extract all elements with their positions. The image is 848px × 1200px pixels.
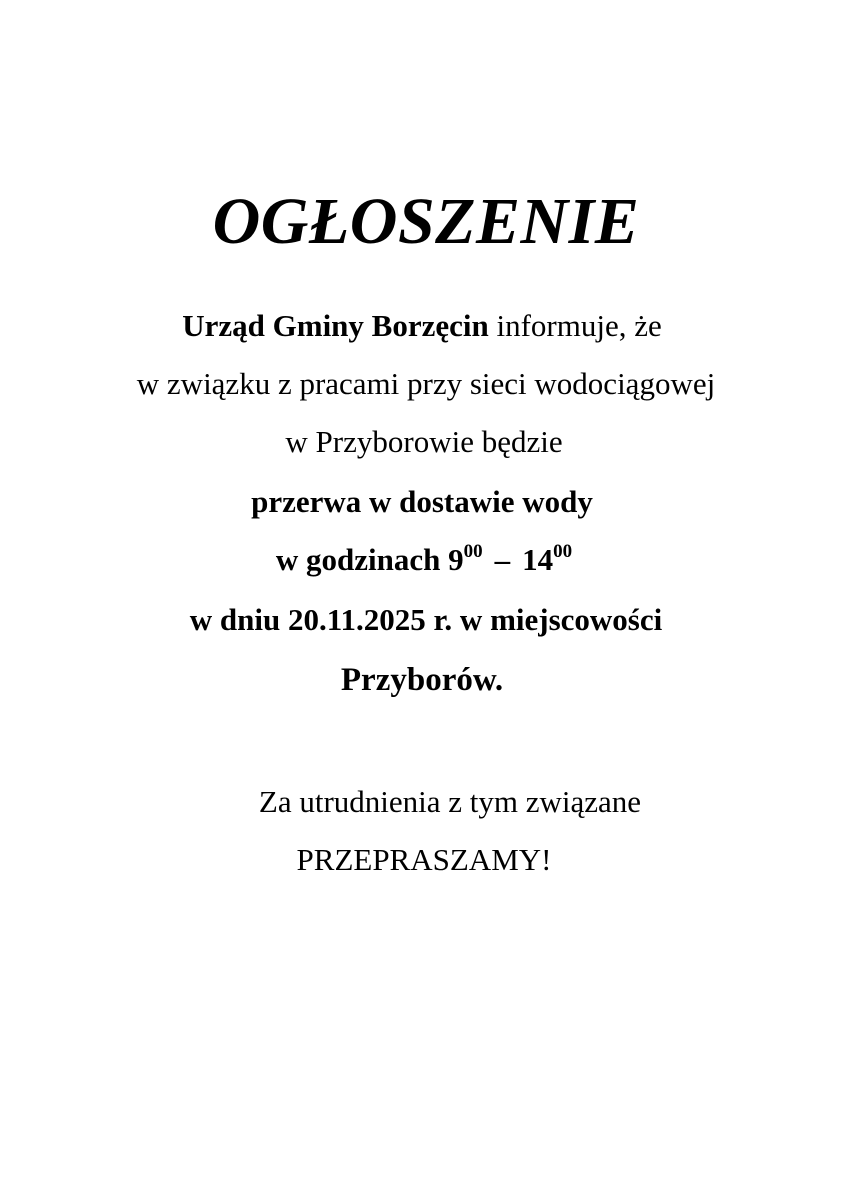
- time-dash: –: [494, 542, 511, 577]
- intro-line: [0, 306, 846, 346]
- reason-line: w związku z pracami przy sieci wodociągowej: [136, 366, 716, 401]
- start-minutes: 00: [463, 540, 483, 562]
- date-line: w dniu 20.11.2025 r. w miejscowości: [189, 602, 663, 637]
- end-hour: 14: [522, 542, 554, 577]
- hours-prefix: w godzinach: [275, 542, 449, 577]
- location-line: w Przyborowie będzie: [285, 424, 563, 459]
- apology-closing: PRZEPRASZAMY!: [296, 842, 552, 877]
- office-name: Urząd Gminy Borzęcin: [182, 308, 489, 343]
- interruption-line: przerwa w dostawie wody: [251, 484, 593, 519]
- hours-line: [0, 540, 848, 580]
- intro-text: informuje, że: [488, 308, 662, 343]
- end-minutes: 00: [553, 540, 573, 562]
- village-line: Przyborów.: [340, 662, 504, 698]
- page-title: OGŁOSZENIE: [212, 185, 640, 258]
- apology-line: Za utrudnienia z tym związane: [258, 784, 642, 819]
- start-hour: 9: [448, 542, 464, 577]
